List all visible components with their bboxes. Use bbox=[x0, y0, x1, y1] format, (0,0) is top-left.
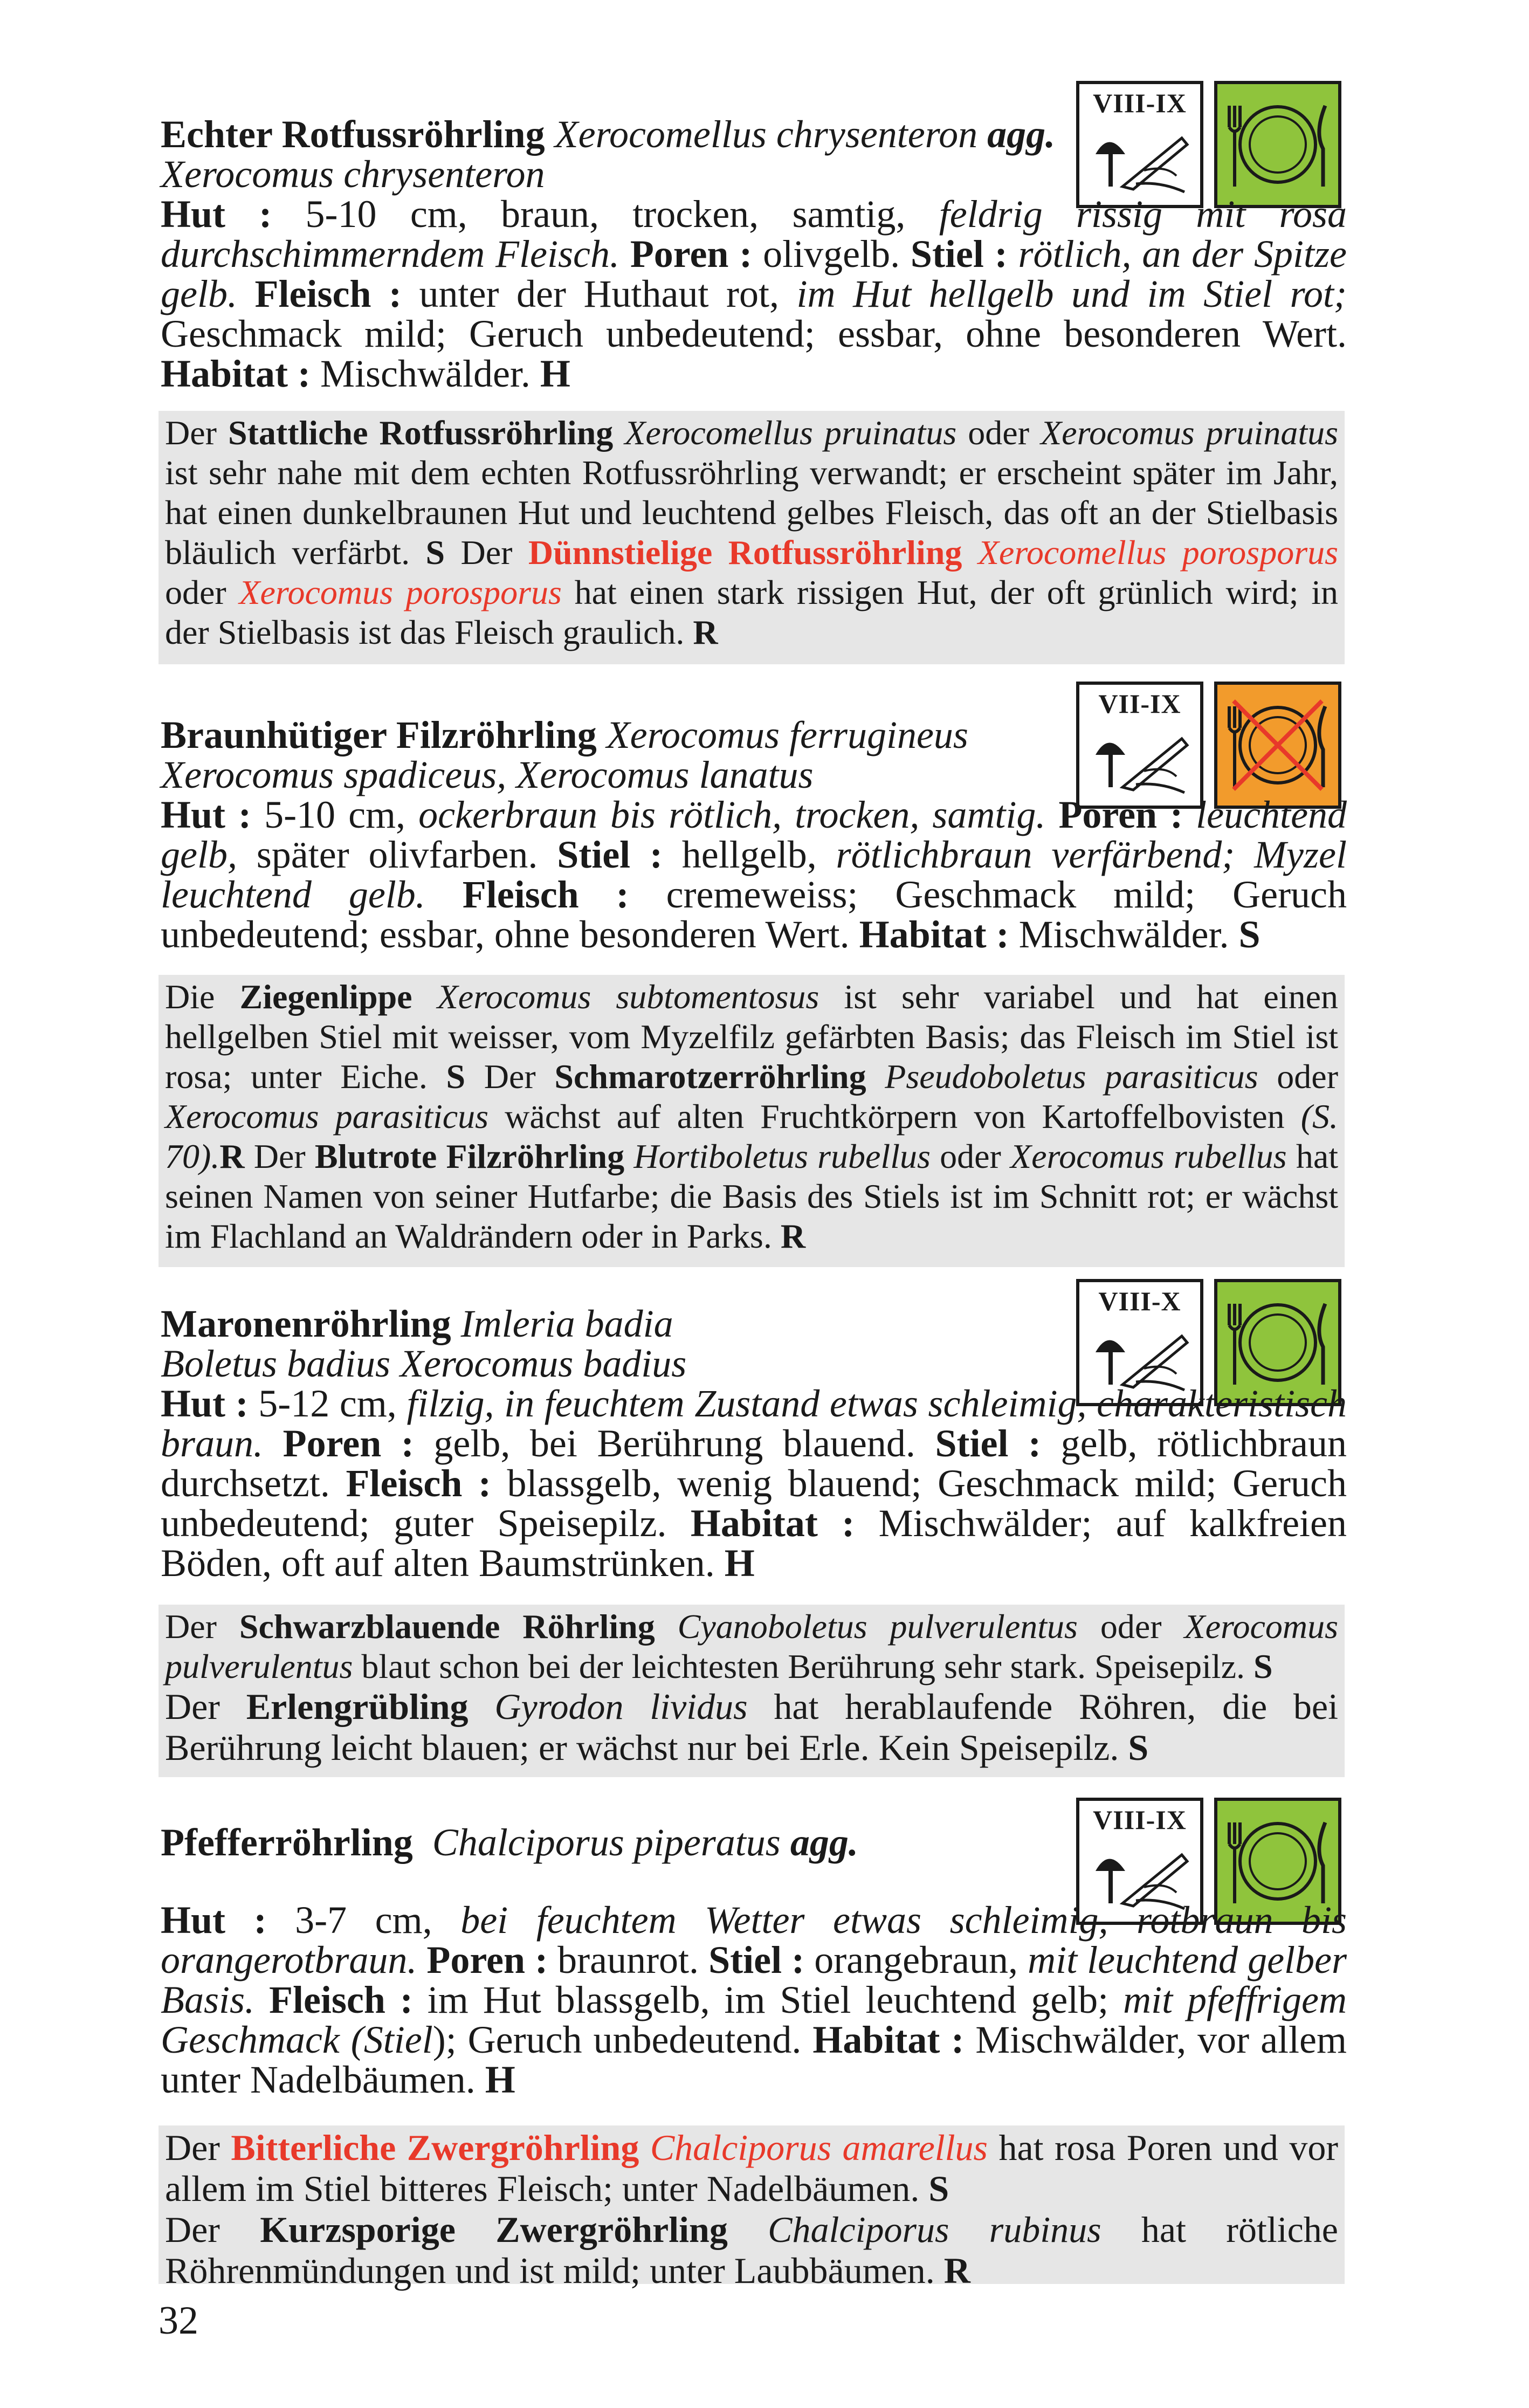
season-label: VII-IX bbox=[1098, 689, 1181, 719]
note-box-4: Der Bitterliche Zwergröhrling Chalciporus amarellus hat rosa Poren und vor allem im Stiel bitteres Fleisch; unter Nadelbäumen. S Der Kurzsporige Zwergröhrling Chalciporus rubinus hat rötliche Röhrenmündungen und ist mild; unter Laubbäumen. R bbox=[159, 2125, 1345, 2284]
note-box-3: Der Schwarzblauende Röhrling Cyanoboletus pulverulentus oder Xerocomus pulverulentus blaut schon bei der leichtesten Berührung sehr stark. Speisepilz. S Der Erlengrübling Gyrodon lividus hat herablaufende Röhren, die bei Berührung leicht blauen; er wächst nur bei Erle. Kein Speisepilz. S bbox=[159, 1605, 1345, 1777]
entry-1 bbox=[161, 114, 1347, 394]
common-name: Braunhütiger Filzröhrling bbox=[161, 713, 597, 756]
season-label: VIII-X bbox=[1098, 1286, 1181, 1316]
latin-name: Chalciporus piperatus bbox=[432, 1821, 781, 1864]
entry2-title-line bbox=[161, 715, 1347, 755]
description: Hut : 5-12 cm, filzig, in feuchtem Zustand etwas schleimig, charakteristisch braun. Poren : gelb, bei Berührung blauend. Stiel : gelb, rötlichbraun durchsetzt. Fleisch : blassgelb, wenig blauend; Geschmack mild; Geruch unbedeutend; guter Speisepilz. Habitat : Mischwälder; auf kalkfreien Böden, oft auf alten Baumstrünken. H bbox=[161, 1382, 1347, 1585]
synonym: Xerocomus chrysenteron bbox=[161, 153, 545, 196]
entry1-title-line bbox=[161, 114, 1347, 154]
entry-4 bbox=[161, 1822, 1347, 2100]
common-name: Maronenröhrling bbox=[161, 1302, 451, 1345]
latin-name: Imleria badia bbox=[460, 1302, 673, 1345]
description: Hut : 5-10 cm, ockerbraun bis rötlich, trocken, samtig. Poren : leuchtend gelb, später olivfarben. Stiel : hellgelb, rötlichbraun verfärbend; Myzel leuchtend gelb. Fleisch : cremeweiss; Geschmack mild; Geruch unbedeutend; essbar, ohne besonderen Wert. Habitat : Mischwälder. S bbox=[161, 793, 1347, 956]
entry4-title-line bbox=[161, 1822, 1347, 1862]
note-box-1: Der Stattliche Rotfussröhrling Xerocomellus pruinatus oder Xerocomus pruinatus ist sehr nahe mit dem echten Rotfussröhrling verwandt; er erscheint später im Jahr, hat einen dunkelbraunen Hut und leuchtend gelbes Fleisch, das oft an der Stielbasis bläulich verfärbt. S Der Dünnstielige Rotfussröhrling Xerocomellus porosporus oder Xerocomus porosporus hat einen stark rissigen Hut, der oft grünlich wird; in der Stielbasis ist das Fleisch graulich. R bbox=[159, 411, 1345, 664]
entry-3 bbox=[161, 1304, 1347, 1583]
agg-suffix: agg. bbox=[987, 113, 1056, 156]
page-number: 32 bbox=[159, 2299, 198, 2343]
description: Hut : 3-7 cm, bei feuchtem Wetter etwas schleimig, rotbraun bis orangerotbraun. Poren : braunrot. Stiel : orangebraun, mit leuchtend gelber Basis. Fleisch : im Hut blassgelb, im Stiel leuchtend gelb; mit pfeffrigem Geschmack (Stiel); Geruch unbedeutend. Habitat : Mischwälder, vor allem unter Nadelbäumen. H bbox=[161, 1898, 1347, 2101]
description: Hut : 5-10 cm, braun, trocken, samtig, feldrig rissig mit rosa durchschimmerndem Fleisch. Poren : olivgelb. Stiel : rötlich, an der Spitze gelb. Fleisch : unter der Huthaut rot, im Hut hellgelb und im Stiel rot; Geschmack mild; Geruch unbedeutend; essbar, ohne besonderen Wert. Habitat : Mischwälder. H bbox=[161, 192, 1347, 395]
synonym: Xerocomus spadiceus, Xerocomus lanatus bbox=[161, 753, 814, 796]
note-box-2: Die Ziegenlippe Xerocomus subtomentosus ist sehr variabel und hat einen hellgelben Stiel mit weisser, vom Myzelfilz gefärbten Basis; das Fleisch im Stiel ist rosa; unter Eiche. S Der Schmarotzerröhrling Pseudoboletus parasiticus oder Xerocomus parasiticus wächst auf alten Fruchtkörpern von Kartoffelbovisten (S. 70).R Der Blutrote Filzröhrling Hortiboletus rubellus oder Xerocomus rubellus hat seinen Namen von seiner Hutfarbe; die Basis des Stiels ist im Schnitt rot; er wächst im Flachland an Waldrändern oder in Parks. R bbox=[159, 975, 1345, 1267]
latin-name: Xerocomus ferrugineus bbox=[606, 713, 968, 756]
synonym: Boletus badius Xerocomus badius bbox=[161, 1342, 687, 1385]
latin-name: Xerocomellus chrysenteron bbox=[554, 113, 978, 156]
common-name: Pfefferröhrling bbox=[161, 1821, 413, 1864]
common-name: Echter Rotfussröhrling bbox=[161, 113, 545, 156]
season-label: VIII-IX bbox=[1093, 88, 1187, 118]
entry-2 bbox=[161, 715, 1347, 954]
entry3-title-line bbox=[161, 1304, 1347, 1344]
agg-suffix: agg. bbox=[790, 1821, 858, 1864]
season-label: VIII-IX bbox=[1093, 1805, 1187, 1835]
